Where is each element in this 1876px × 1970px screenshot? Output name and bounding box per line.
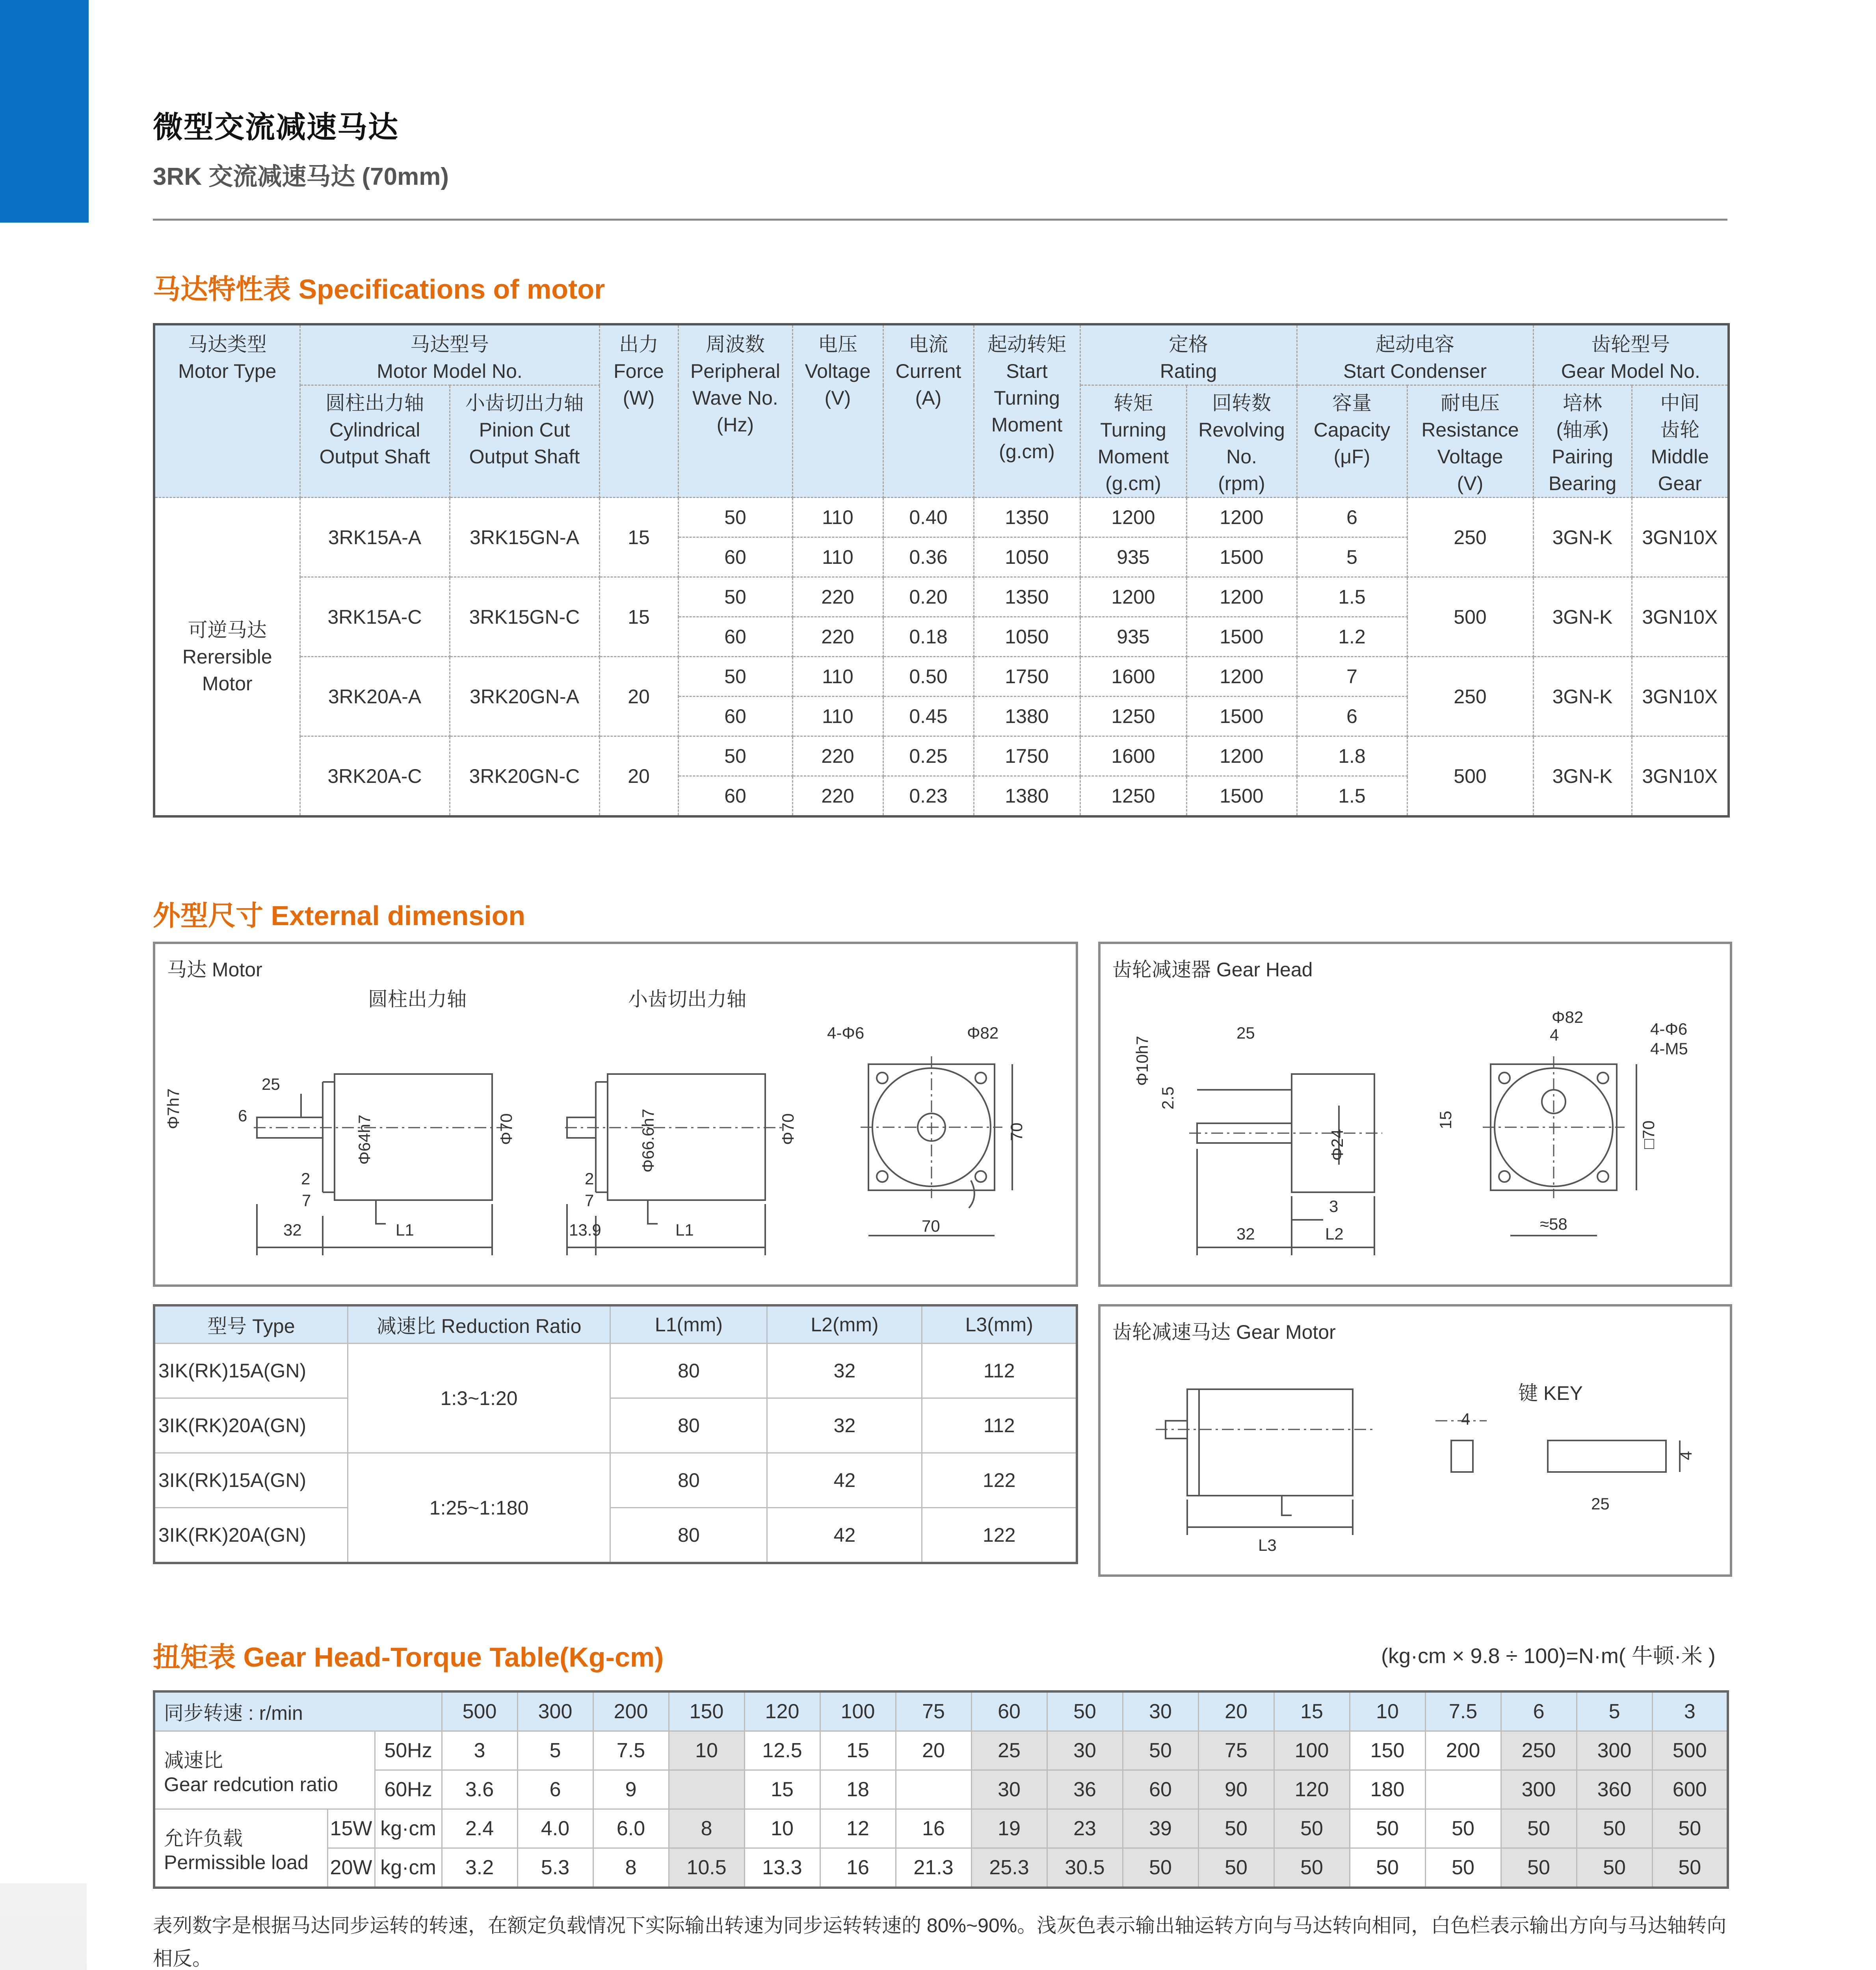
torque-row (154, 1848, 1728, 1888)
gh-dim-58: ≈58 (1540, 1215, 1567, 1233)
load-20w: 50 (1652, 1848, 1728, 1888)
spec-hz: 50 (678, 736, 792, 776)
spec-hz: 60 (678, 776, 792, 817)
spec-v: 220 (792, 577, 883, 617)
ratio-50hz: 30 (1047, 1731, 1123, 1770)
speed-value: 7.5 (1425, 1691, 1501, 1731)
ratio-50hz: 300 (1577, 1731, 1652, 1770)
dim-side70: 70 (1007, 1123, 1026, 1141)
dim-row (154, 1344, 1077, 1398)
hdr-gear-model: 齿轮型号 Gear Model No. (1533, 324, 1729, 385)
ratio-60hz: 9 (593, 1770, 669, 1809)
speed-value: 500 (442, 1691, 517, 1731)
hz60-label: 60Hz (375, 1770, 442, 1809)
spec-cap: 1.5 (1297, 776, 1407, 817)
load-20w: 50 (1274, 1848, 1350, 1888)
ratio-50hz: 50 (1123, 1731, 1198, 1770)
dim-shaft-d: Φ7h7 (164, 1088, 182, 1129)
spec-cap: 1.5 (1297, 577, 1407, 617)
dim-header: L3(mm) (922, 1305, 1077, 1344)
hdr-model: 马达型号 Motor Model No. (300, 324, 599, 385)
dim-2b: 2 (585, 1169, 594, 1188)
motor-type-text: Rerersible (182, 645, 272, 668)
load-15w: 2.4 (442, 1809, 517, 1848)
ratio-60hz: 600 (1652, 1770, 1728, 1809)
ratio-50hz: 7.5 (593, 1731, 669, 1770)
spec-rpm: 1200 (1186, 736, 1297, 776)
dim-7a: 7 (302, 1191, 311, 1210)
gh-dim-l2: L2 (1325, 1225, 1344, 1243)
load-15w: 12 (820, 1809, 896, 1848)
ratio-50hz: 10 (669, 1731, 744, 1770)
ratio-60hz: 90 (1198, 1770, 1274, 1809)
ratio-60hz (1425, 1770, 1501, 1809)
side-strip (0, 1883, 87, 1970)
spec-row (154, 657, 1729, 697)
gearhead-drawing-box (1098, 942, 1732, 1287)
load-15w: 8 (669, 1809, 744, 1848)
spec-hz: 60 (678, 537, 792, 577)
middle-gear-model: 3GN10X (1632, 657, 1729, 736)
motor-box-label: 马达 Motor (167, 959, 262, 981)
gearmotor-drawing-box (1098, 1304, 1732, 1577)
dim-type: 3IK(RK)20A(GN) (154, 1508, 348, 1563)
ratio-60hz: 60 (1123, 1770, 1198, 1809)
load-20w: 25.3 (971, 1848, 1047, 1888)
load-20w: 50 (1577, 1848, 1652, 1888)
spec-rpm: 1200 (1186, 577, 1297, 617)
speed-value: 5 (1577, 1691, 1652, 1731)
divider (153, 219, 1727, 221)
hdr-turning-moment: 转矩 Turning Moment (g.cm) (1080, 385, 1186, 498)
resistance-voltage: 250 (1407, 657, 1533, 736)
spec-v: 220 (792, 617, 883, 657)
load-15w: 50 (1425, 1809, 1501, 1848)
resistance-voltage: 500 (1407, 577, 1533, 657)
ratio-50hz: 25 (971, 1731, 1047, 1770)
pinion-model: 3RK20GN-C (450, 736, 599, 817)
spec-cap: 5 (1297, 537, 1407, 577)
ratio-50hz: 150 (1350, 1731, 1425, 1770)
hdr-frequency: 周波数 Peripheral Wave No. (Hz) (678, 324, 792, 498)
gearhead-box-label: 齿轮减速器 Gear Head (1112, 959, 1313, 981)
dim-type: 3IK(RK)15A(GN) (154, 1344, 348, 1398)
load-20w: 13.3 (744, 1848, 820, 1888)
dim-66: Φ66.6h7 (639, 1109, 657, 1173)
torque-row (154, 1809, 1728, 1848)
spec-torque: 1250 (1080, 697, 1186, 736)
speed-value: 3 (1652, 1691, 1728, 1731)
spec-start: 1350 (974, 498, 1080, 537)
load-15w: 10 (744, 1809, 820, 1848)
cylindrical-model: 3RK15A-C (300, 577, 450, 657)
hdr-rating: 定格 Rating (1080, 324, 1297, 385)
torque-row (154, 1691, 1728, 1731)
load-20w: 21.3 (896, 1848, 971, 1888)
spec-a: 0.40 (883, 498, 974, 537)
force-value: 20 (599, 657, 678, 736)
dim-l3: 122 (922, 1453, 1077, 1508)
dim-l2: 42 (767, 1453, 922, 1508)
ratio-60hz: 360 (1577, 1770, 1652, 1809)
ratio-50hz: 500 (1652, 1731, 1728, 1770)
resistance-voltage: 250 (1407, 498, 1533, 577)
load-label-en: Permissible load (164, 1851, 309, 1873)
speed-value: 60 (971, 1691, 1047, 1731)
spec-cap: 1.8 (1297, 736, 1407, 776)
spec-start: 1050 (974, 537, 1080, 577)
ratio-60hz: 30 (971, 1770, 1047, 1809)
speed-value: 15 (1274, 1691, 1350, 1731)
spec-start: 1750 (974, 736, 1080, 776)
ratio-60hz: 6 (517, 1770, 593, 1809)
dim-70a: Φ70 (497, 1113, 515, 1145)
pinion-shaft-label: 小齿切出力轴 (628, 988, 746, 1010)
hdr-force: 出力 Force (W) (599, 324, 678, 498)
gh-dim-25a: 2.5 (1158, 1086, 1177, 1110)
dim-hole: 4-Φ6 (827, 1024, 865, 1042)
load-20w: 10.5 (669, 1848, 744, 1888)
ratio-60hz (896, 1770, 971, 1809)
spec-torque: 1250 (1080, 776, 1186, 817)
dim-header: 型号 Type (154, 1305, 348, 1344)
hdr-condenser: 起动电容 Start Condenser (1297, 324, 1533, 385)
spec-a: 0.20 (883, 577, 974, 617)
motor-type-cell (154, 498, 300, 817)
spec-v: 220 (792, 736, 883, 776)
load-15w: 50 (1577, 1809, 1652, 1848)
dim-2a: 2 (301, 1169, 310, 1188)
speed-value: 75 (896, 1691, 971, 1731)
gm-dim-4b: 4 (1677, 1451, 1695, 1460)
gearmotor-drawing (1101, 1307, 1730, 1574)
spec-a: 0.36 (883, 537, 974, 577)
dim-70b: Φ70 (779, 1113, 797, 1145)
load-20w: 50 (1123, 1848, 1198, 1888)
spec-a: 0.25 (883, 736, 974, 776)
w20-label: 20W (327, 1848, 375, 1888)
spec-torque: 935 (1080, 617, 1186, 657)
spec-v: 110 (792, 697, 883, 736)
load-15w: 50 (1350, 1809, 1425, 1848)
corner-accent (0, 0, 89, 223)
bearing-model: 3GN-K (1533, 657, 1632, 736)
hdr-bearing: 培林 (轴承) Pairing Bearing (1533, 385, 1632, 498)
ratio-60hz: 36 (1047, 1770, 1123, 1809)
spec-table (153, 323, 1730, 818)
ratio-50hz: 75 (1198, 1731, 1274, 1770)
force-value: 15 (599, 577, 678, 657)
hdr-middle-gear: 中间 齿轮 Middle Gear (1632, 385, 1729, 498)
dim-l1: 80 (610, 1508, 767, 1563)
hdr-start-torque: 起动转矩 Start Turning Moment (g.cm) (974, 324, 1080, 498)
gh-dim-32: 32 (1236, 1225, 1255, 1243)
load-20w: 50 (1425, 1848, 1501, 1888)
dim-25: 25 (262, 1075, 280, 1093)
dim-l3: 112 (922, 1398, 1077, 1453)
ratio-60hz: 3.6 (442, 1770, 517, 1809)
force-value: 20 (599, 736, 678, 817)
pinion-model: 3RK20GN-A (450, 657, 599, 736)
spec-start: 1750 (974, 657, 1080, 697)
dim-l1: 80 (610, 1398, 767, 1453)
key-label: 键 KEY (1518, 1382, 1583, 1404)
speed-value: 50 (1047, 1691, 1123, 1731)
spec-rpm: 1500 (1186, 617, 1297, 657)
dim-l1: 80 (610, 1344, 767, 1398)
spec-cap: 6 (1297, 697, 1407, 736)
cylindrical-shaft-label: 圆柱出力轴 (368, 988, 467, 1010)
ratio-60hz: 300 (1501, 1770, 1577, 1809)
load-15w: 50 (1274, 1809, 1350, 1848)
spec-rpm: 1200 (1186, 498, 1297, 537)
gh-dim-24: Φ24 (1328, 1129, 1346, 1161)
gm-dim-l3: L3 (1258, 1536, 1277, 1554)
hdr-voltage: 电压 Voltage (V) (792, 324, 883, 498)
cylindrical-model: 3RK20A-A (300, 657, 450, 736)
hz50-label: 50Hz (375, 1731, 442, 1770)
load-15w: 50 (1652, 1809, 1728, 1848)
load-20w: 50 (1198, 1848, 1274, 1888)
spec-start: 1350 (974, 577, 1080, 617)
gearmotor-box-label: 齿轮减速马达 Gear Motor (1112, 1321, 1336, 1343)
spec-rpm: 1200 (1186, 657, 1297, 697)
load-20w: 16 (820, 1848, 896, 1888)
gh-dim-len25: 25 (1236, 1024, 1255, 1042)
ratio-50hz: 5 (517, 1731, 593, 1770)
load-15w: 6.0 (593, 1809, 669, 1848)
gh-dim-hole: 4-Φ6 (1650, 1020, 1688, 1038)
ratio-label-cn: 减速比 (164, 1749, 223, 1771)
torque-table (153, 1690, 1729, 1889)
spec-a: 0.45 (883, 697, 974, 736)
dim-pcd: Φ82 (967, 1024, 999, 1042)
gh-dim-sq70: □70 (1639, 1120, 1658, 1149)
w15-label: 15W (327, 1809, 375, 1848)
ratio-label-en: Gear redcution ratio (164, 1773, 338, 1795)
speed-value: 30 (1123, 1691, 1198, 1731)
dim-6: 6 (238, 1106, 247, 1125)
spec-torque: 1200 (1080, 498, 1186, 537)
load-15w: 39 (1123, 1809, 1198, 1848)
dim-139: 13.9 (569, 1221, 601, 1239)
bearing-model: 3GN-K (1533, 577, 1632, 657)
gearhead-drawing (1101, 944, 1730, 1284)
ratio-50hz: 20 (896, 1731, 971, 1770)
spec-rpm: 1500 (1186, 776, 1297, 817)
hdr-capacity: 容量 Capacity (μF) (1297, 385, 1407, 498)
spec-section-title: 马达特性表 Specifications of motor (153, 274, 605, 305)
ratio-50hz: 100 (1274, 1731, 1350, 1770)
spec-v: 110 (792, 498, 883, 537)
speed-value: 6 (1501, 1691, 1577, 1731)
bearing-model: 3GN-K (1533, 736, 1632, 817)
pinion-model: 3RK15GN-A (450, 498, 599, 577)
ratio-50hz: 200 (1425, 1731, 1501, 1770)
load-20w: 5.3 (517, 1848, 593, 1888)
speed-value: 200 (593, 1691, 669, 1731)
speed-value: 20 (1198, 1691, 1274, 1731)
load-20w: 30.5 (1047, 1848, 1123, 1888)
middle-gear-model: 3GN10X (1632, 498, 1729, 577)
page-title: 微型交流减速马达 (153, 111, 399, 144)
spec-hz: 60 (678, 697, 792, 736)
spec-rpm: 1500 (1186, 537, 1297, 577)
ratio-50hz: 15 (820, 1731, 896, 1770)
middle-gear-model: 3GN10X (1632, 736, 1729, 817)
spec-a: 0.23 (883, 776, 974, 817)
hdr-revolving: 回转数 Revolving No. (rpm) (1186, 385, 1297, 498)
torque-formula: (kg·cm × 9.8 ÷ 100)=N·m( 牛顿·米 ) (1381, 1644, 1716, 1668)
ratio-50hz: 3 (442, 1731, 517, 1770)
ratio-50hz: 12.5 (744, 1731, 820, 1770)
hdr-current: 电流 Current (A) (883, 324, 974, 498)
dimension-table (153, 1304, 1078, 1564)
gh-dim-m5: 4-M5 (1650, 1039, 1688, 1058)
spec-hz: 50 (678, 577, 792, 617)
spec-cap: 1.2 (1297, 617, 1407, 657)
dim-header: L2(mm) (767, 1305, 922, 1344)
note-chinese: 表列数字是根据马达同步运转的转速，在额定负载情况下实际输出转速为同步运转转速的 80%~90%。浅灰色表示输出轴运转方向与马达转向相同，白色栏表示输出方向与马达轴转向相反。 (153, 1914, 1727, 1970)
spec-hz: 50 (678, 657, 792, 697)
gh-dim-3: 3 (1329, 1197, 1339, 1215)
dim-l1b: L1 (675, 1221, 694, 1239)
load-20w: 50 (1501, 1848, 1577, 1888)
page-subtitle: 3RK 交流减速马达 (70mm) (153, 163, 449, 190)
ratio-label (154, 1731, 375, 1809)
dim-type: 3IK(RK)20A(GN) (154, 1398, 348, 1453)
force-value: 15 (599, 498, 678, 577)
hdr-pinion: 小齿切出力轴 Pinion Cut Output Shaft (450, 385, 599, 498)
gh-dim-82: Φ82 (1552, 1008, 1584, 1026)
spec-torque: 1600 (1080, 736, 1186, 776)
pinion-model: 3RK15GN-C (450, 577, 599, 657)
spec-row (154, 498, 1729, 537)
spec-rpm: 1500 (1186, 697, 1297, 736)
ratio-50hz: 250 (1501, 1731, 1577, 1770)
ratio-60hz: 18 (820, 1770, 896, 1809)
ratio-60hz: 180 (1350, 1770, 1425, 1809)
spec-torque: 935 (1080, 537, 1186, 577)
torque-row (154, 1770, 1728, 1809)
speed-value: 10 (1350, 1691, 1425, 1731)
load-label-cn: 允许负载 (164, 1827, 243, 1849)
dim-7b: 7 (585, 1191, 594, 1210)
load-15w: 19 (971, 1809, 1047, 1848)
gh-dim-15: 15 (1436, 1111, 1455, 1129)
gh-dim-10: Φ10h7 (1133, 1036, 1151, 1086)
dim-l2: 32 (767, 1398, 922, 1453)
gh-dim-4: 4 (1550, 1026, 1559, 1044)
dim-l2: 32 (767, 1344, 922, 1398)
resistance-voltage: 500 (1407, 736, 1533, 817)
dim-ratio: 1:25~1:180 (348, 1453, 610, 1563)
spec-row (154, 736, 1729, 776)
spec-v: 220 (792, 776, 883, 817)
load-20w: 3.2 (442, 1848, 517, 1888)
spec-a: 0.18 (883, 617, 974, 657)
dim-l1: 80 (610, 1453, 767, 1508)
dim-l3: 122 (922, 1508, 1077, 1563)
ratio-60hz: 15 (744, 1770, 820, 1809)
spec-hz: 60 (678, 617, 792, 657)
spec-torque: 1200 (1080, 577, 1186, 617)
spec-row (154, 577, 1729, 617)
middle-gear-model: 3GN10X (1632, 577, 1729, 657)
dim-row (154, 1398, 1077, 1453)
dim-header: 减速比 Reduction Ratio (348, 1305, 610, 1344)
unit-label: kg·cm (375, 1848, 442, 1888)
spec-start: 1050 (974, 617, 1080, 657)
load-label (154, 1809, 327, 1888)
cylindrical-model: 3RK15A-A (300, 498, 450, 577)
external-section-title: 外型尺寸 External dimension (153, 900, 526, 931)
dim-l3: 112 (922, 1344, 1077, 1398)
dim-l1a: L1 (396, 1221, 414, 1239)
spec-start: 1380 (974, 776, 1080, 817)
motor-drawing (155, 944, 1076, 1284)
hdr-resistance: 耐电压 Resistance Voltage (V) (1407, 385, 1533, 498)
spec-v: 110 (792, 657, 883, 697)
load-15w: 16 (896, 1809, 971, 1848)
dim-type: 3IK(RK)15A(GN) (154, 1453, 348, 1508)
motor-type-text: 可逆马达 (188, 619, 267, 641)
ratio-60hz (669, 1770, 744, 1809)
dim-ratio: 1:3~1:20 (348, 1344, 610, 1453)
hdr-cylindrical: 圆柱出力轴 Cylindrical Output Shaft (300, 385, 450, 498)
speed-value: 100 (820, 1691, 896, 1731)
gm-dim-4a: 4 (1461, 1410, 1471, 1428)
motor-drawing-box (153, 942, 1078, 1287)
load-15w: 50 (1198, 1809, 1274, 1848)
dim-header: L1(mm) (610, 1305, 767, 1344)
dim-l2: 42 (767, 1508, 922, 1563)
gm-dim-25: 25 (1591, 1494, 1610, 1513)
speed-label: 同步转速 : r/min (154, 1691, 442, 1731)
spec-v: 110 (792, 537, 883, 577)
spec-hz: 50 (678, 498, 792, 537)
ratio-60hz: 120 (1274, 1770, 1350, 1809)
load-15w: 50 (1501, 1809, 1577, 1848)
load-20w: 50 (1350, 1848, 1425, 1888)
hdr-motor-type: 马达类型 Motor Type (154, 324, 300, 498)
dim-32: 32 (283, 1221, 302, 1239)
bearing-model: 3GN-K (1533, 498, 1632, 577)
unit-label: kg·cm (375, 1809, 442, 1848)
cylindrical-model: 3RK20A-C (300, 736, 450, 817)
dim-64: Φ64h7 (355, 1115, 374, 1165)
load-15w: 4.0 (517, 1809, 593, 1848)
torque-section-title: 扭矩表 Gear Head-Torque Table(Kg-cm) (153, 1642, 664, 1673)
torque-row (154, 1731, 1728, 1770)
dim-row (154, 1453, 1077, 1508)
motor-type-text: Motor (202, 672, 253, 695)
speed-value: 300 (517, 1691, 593, 1731)
spec-cap: 6 (1297, 498, 1407, 537)
spec-cap: 7 (1297, 657, 1407, 697)
spec-a: 0.50 (883, 657, 974, 697)
load-20w: 8 (593, 1848, 669, 1888)
spec-torque: 1600 (1080, 657, 1186, 697)
speed-value: 150 (669, 1691, 744, 1731)
spec-start: 1380 (974, 697, 1080, 736)
dim-bottom70: 70 (922, 1217, 940, 1235)
dim-row (154, 1508, 1077, 1563)
load-15w: 23 (1047, 1809, 1123, 1848)
speed-value: 120 (744, 1691, 820, 1731)
